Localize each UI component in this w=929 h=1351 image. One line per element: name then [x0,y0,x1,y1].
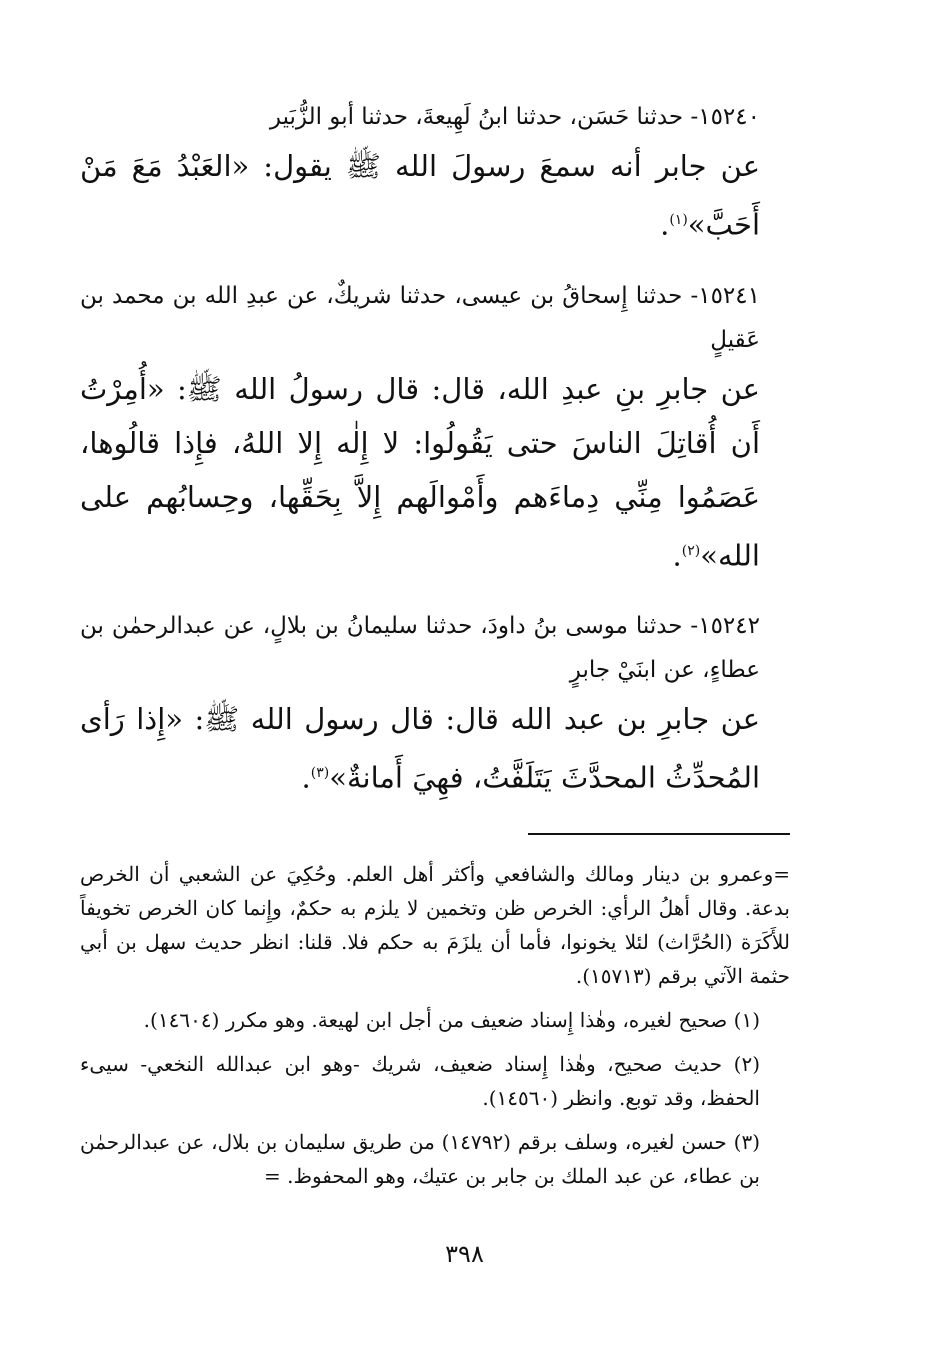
footnote-continuation: =وعمرو بن دينار ومالك والشافعي وأكثر أهل العلم. وحُكِيَ عن الشعبي أن الخرص بدعة. وقال أهلُ الرأي: الخرص ظن وتخمين لا يلزم به حكمٌ، وإِنما كان الخرص تخويفاً للأَكَرَة (الحُرَّاث) لئلا يخونوا، فأما أن يلزَمَ به حكم فلا. قلنا: انظر حديث سهل بن أبي حثمة الآتي برقم (١٥٧١٣). [80,861,790,988]
hadith-matn [80,692,790,805]
hadith-end: . [301,760,311,795]
hadith-15240 [80,95,790,252]
hadith-isnad: ١٥٢٤٠- حدثنا حَسَن، حدثنا ابنُ لَهِيعةَ، حدثنا أبو الزُّبَير [269,104,760,130]
footnotes [80,857,790,1193]
footnote-3: (٣) حسن لغيره، وسلف برقم (١٤٧٩٢) من طريق سليمان بن بلال، عن عبدالرحمٰن بن عطاء، عن عبد الملك بن جابر بن عتيك، وهو المحفوظ. = [80,1129,760,1188]
hadith-isnad: ١٥٢٤٢- حدثنا موسى بنُ داودَ، حدثنا سليمانُ بن بلالٍ، عن عبدالرحمٰن بن عطاءٍ، عن ابنَيْ جابرٍ [80,613,760,684]
footnote-ref: (٣) [310,765,330,782]
page-number: ٣٩٨ [445,1240,484,1268]
page-body [80,95,790,1203]
hadith-15242 [80,604,790,805]
hadith-15241 [80,274,790,583]
hadith-matn-text: عن جابرِ بن عبد الله قال: قال رسول الله ﷺ: «إِذا رَأى المُحدِّثُ المحدَّثَ يَتَلَفَّتُ، فهِيَ أَمانةٌ» [80,702,760,795]
footnote-2: (٢) حديث صحيح، وهٰذا إِسناد ضعيف، شريك -وهو ابن عبدالله النخعي- سيىء الحفظ، وقد توبع. وانظر (١٤٥٦٠). [80,1051,760,1110]
hadith-matn-text: عن جابر أنه سمعَ رسولَ الله ﷺ يقول: «العَبْدُ مَعَ مَنْ أَحَبَّ» [80,149,760,242]
footnote-separator [528,833,790,835]
hadith-matn [80,362,790,583]
footnote-ref: (٢) [681,542,701,559]
hadith-end: . [660,207,670,242]
hadith-matn-text: عن جابرِ بنِ عبدِ الله، قال: قال رسولُ الله ﷺ: «أُمِرْتُ أَن أُقاتِلَ الناسَ حتى يَقُولُوا: لا إِلٰه إِلا اللهُ، فإِذا قالُوها، عَصَمُوا مِنِّي دِماءَهم وأَمْوالَهم إِلاَّ بِحَقِّها، وحِسابُهم على الله» [80,371,760,573]
hadith-isnad: ١٥٢٤١- حدثنا إِسحاقُ بن عيسى، حدثنا شريكٌ، عن عبدِ الله بن محمد بن عَقيلٍ [80,282,760,353]
hadith-end: . [672,538,682,573]
footnote-ref: (١) [669,212,688,228]
hadith-matn [80,139,790,252]
footnote-1: (١) صحيح لغيره، وهٰذا إِسناد ضعيف من أجل ابن لهيعة. وهو مكرر (١٤٦٠٤). [143,1007,760,1032]
